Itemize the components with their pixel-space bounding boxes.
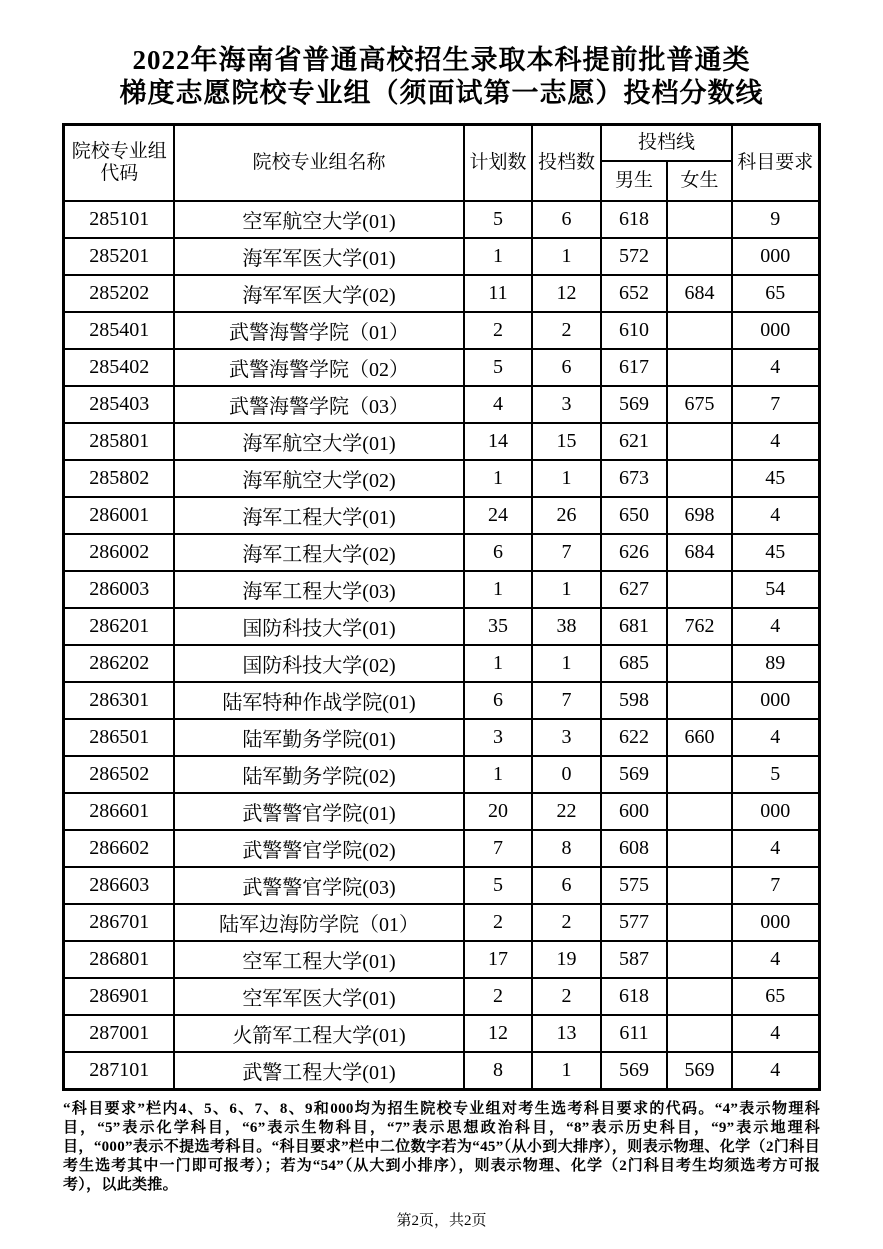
- footnote-text: “科目要求”栏内4、5、6、7、8、9和000均为招生院校专业组对考生选考科目要求的代码。“4”表示物理科目，“5”表示化学科目，“6”表示生物科目，“7”表示思想政治科目，“8”表示历史科目，“9”表示地理科目，“000”表示不提选考科目。“科目要求”栏中二位数字若为“45”（从小到大排序），则表示物理、化学（2门科目考生选考其中一门即可报考）；若为“54”（从大到小排序），则表示物理、化学（2门科目考生均须选考方可报考），以此类推。: [63, 1100, 820, 1194]
- table-row: [64, 534, 819, 571]
- header-plan: 计划数: [464, 124, 532, 201]
- cell-filed: 6: [532, 867, 601, 904]
- cell-filed: 15: [532, 423, 601, 460]
- table-row: [64, 682, 819, 719]
- cell-filed: 1: [532, 571, 601, 608]
- table-row: [64, 238, 819, 275]
- cell-female-score: [667, 645, 732, 682]
- cell-male-score: 673: [601, 460, 667, 497]
- cell-name: 武警警官学院(01): [174, 793, 464, 830]
- cell-name: 陆军勤务学院(01): [174, 719, 464, 756]
- cell-name: 海军工程大学(01): [174, 497, 464, 534]
- cell-code: 286003: [64, 571, 174, 608]
- cell-filed: 8: [532, 830, 601, 867]
- cell-subject: 4: [732, 1052, 819, 1090]
- cell-subject: 4: [732, 830, 819, 867]
- cell-name: 武警海警学院（03）: [174, 386, 464, 423]
- cell-subject: 45: [732, 534, 819, 571]
- cell-male-score: 575: [601, 867, 667, 904]
- cell-female-score: [667, 1015, 732, 1052]
- cell-filed: 12: [532, 275, 601, 312]
- page-title-line2: 梯度志愿院校专业组（须面试第一志愿）投档分数线: [119, 77, 764, 108]
- cell-plan: 1: [464, 238, 532, 275]
- cell-plan: 5: [464, 867, 532, 904]
- cell-subject: 7: [732, 867, 819, 904]
- cell-filed: 1: [532, 645, 601, 682]
- cell-male-score: 685: [601, 645, 667, 682]
- table-row: [64, 1052, 819, 1090]
- cell-female-score: 762: [667, 608, 732, 645]
- cell-plan: 2: [464, 978, 532, 1015]
- cell-female-score: [667, 349, 732, 386]
- cell-female-score: [667, 201, 732, 238]
- cell-female-score: 675: [667, 386, 732, 423]
- cell-plan: 35: [464, 608, 532, 645]
- cell-female-score: [667, 904, 732, 941]
- header-line: 投档线: [601, 124, 732, 161]
- cell-filed: 19: [532, 941, 601, 978]
- cell-subject: 54: [732, 571, 819, 608]
- table-row: [64, 904, 819, 941]
- cell-plan: 1: [464, 571, 532, 608]
- table-row: [64, 571, 819, 608]
- cell-filed: 1: [532, 238, 601, 275]
- cell-code: 287101: [64, 1052, 174, 1090]
- cell-female-score: [667, 423, 732, 460]
- cell-filed: 6: [532, 201, 601, 238]
- cell-plan: 24: [464, 497, 532, 534]
- cell-female-score: 660: [667, 719, 732, 756]
- cell-male-score: 681: [601, 608, 667, 645]
- cell-name: 武警工程大学(01): [174, 1052, 464, 1090]
- cell-filed: 6: [532, 349, 601, 386]
- table-row: [64, 201, 819, 238]
- cell-female-score: [667, 830, 732, 867]
- cell-female-score: 698: [667, 497, 732, 534]
- cell-female-score: [667, 756, 732, 793]
- cell-plan: 6: [464, 534, 532, 571]
- cell-male-score: 572: [601, 238, 667, 275]
- table-row: [64, 608, 819, 645]
- cell-filed: 0: [532, 756, 601, 793]
- cell-name: 空军航空大学(01): [174, 201, 464, 238]
- cell-name: 火箭军工程大学(01): [174, 1015, 464, 1052]
- page-title-line1: 2022年海南省普通高校招生录取本科提前批普通类: [132, 45, 751, 75]
- cell-subject: 4: [732, 941, 819, 978]
- score-table: [62, 123, 820, 1091]
- cell-plan: 3: [464, 719, 532, 756]
- cell-plan: 5: [464, 201, 532, 238]
- table-body: [64, 201, 819, 1090]
- cell-plan: 20: [464, 793, 532, 830]
- cell-female-score: [667, 793, 732, 830]
- cell-subject: 65: [732, 275, 819, 312]
- cell-name: 陆军勤务学院(02): [174, 756, 464, 793]
- cell-subject: 000: [732, 904, 819, 941]
- cell-code: 286002: [64, 534, 174, 571]
- cell-plan: 4: [464, 386, 532, 423]
- cell-plan: 17: [464, 941, 532, 978]
- cell-subject: 000: [732, 238, 819, 275]
- cell-male-score: 611: [601, 1015, 667, 1052]
- cell-filed: 1: [532, 460, 601, 497]
- cell-name: 陆军特种作战学院(01): [174, 682, 464, 719]
- cell-plan: 7: [464, 830, 532, 867]
- cell-code: 286202: [64, 645, 174, 682]
- cell-subject: 7: [732, 386, 819, 423]
- cell-code: 286801: [64, 941, 174, 978]
- table-row: [64, 497, 819, 534]
- table-row: [64, 460, 819, 497]
- cell-female-score: [667, 571, 732, 608]
- table-row: [64, 386, 819, 423]
- cell-name: 海军航空大学(01): [174, 423, 464, 460]
- cell-male-score: 618: [601, 978, 667, 1015]
- cell-male-score: 618: [601, 201, 667, 238]
- page-number: 第2页，共2页: [396, 1213, 487, 1230]
- cell-filed: 7: [532, 682, 601, 719]
- cell-filed: 26: [532, 497, 601, 534]
- cell-filed: 2: [532, 312, 601, 349]
- table-header: [64, 124, 819, 201]
- table-row: [64, 756, 819, 793]
- cell-filed: 3: [532, 719, 601, 756]
- cell-female-score: [667, 312, 732, 349]
- cell-code: 285801: [64, 423, 174, 460]
- cell-male-score: 600: [601, 793, 667, 830]
- cell-male-score: 598: [601, 682, 667, 719]
- cell-subject: 4: [732, 719, 819, 756]
- cell-name: 武警警官学院(02): [174, 830, 464, 867]
- cell-code: 285802: [64, 460, 174, 497]
- cell-filed: 38: [532, 608, 601, 645]
- cell-male-score: 569: [601, 386, 667, 423]
- cell-filed: 7: [532, 534, 601, 571]
- cell-subject: 65: [732, 978, 819, 1015]
- cell-subject: 4: [732, 497, 819, 534]
- cell-male-score: 627: [601, 571, 667, 608]
- cell-female-score: 684: [667, 275, 732, 312]
- cell-plan: 8: [464, 1052, 532, 1090]
- cell-subject: 9: [732, 201, 819, 238]
- cell-plan: 14: [464, 423, 532, 460]
- cell-name: 海军工程大学(02): [174, 534, 464, 571]
- cell-subject: 45: [732, 460, 819, 497]
- cell-subject: 000: [732, 312, 819, 349]
- header-code-line2: 代码: [100, 162, 139, 184]
- table-row: [64, 645, 819, 682]
- cell-subject: 4: [732, 423, 819, 460]
- header-subject: 科目要求: [732, 124, 819, 201]
- header-female: 女生: [667, 161, 732, 201]
- cell-code: 286301: [64, 682, 174, 719]
- cell-female-score: [667, 978, 732, 1015]
- cell-plan: 1: [464, 460, 532, 497]
- cell-name: 陆军边海防学院（01）: [174, 904, 464, 941]
- cell-subject: 4: [732, 349, 819, 386]
- table-row: [64, 719, 819, 756]
- cell-name: 国防科技大学(01): [174, 608, 464, 645]
- cell-male-score: 622: [601, 719, 667, 756]
- cell-code: 286901: [64, 978, 174, 1015]
- cell-subject: 000: [732, 682, 819, 719]
- cell-male-score: 652: [601, 275, 667, 312]
- cell-female-score: [667, 238, 732, 275]
- cell-filed: 13: [532, 1015, 601, 1052]
- table-row: [64, 941, 819, 978]
- cell-plan: 2: [464, 312, 532, 349]
- cell-code: 285202: [64, 275, 174, 312]
- header-male: 男生: [601, 161, 667, 201]
- cell-plan: 5: [464, 349, 532, 386]
- header-code-line1: 院校专业组: [71, 141, 167, 163]
- cell-name: 武警海警学院（02）: [174, 349, 464, 386]
- table-row: [64, 312, 819, 349]
- cell-code: 286502: [64, 756, 174, 793]
- cell-filed: 3: [532, 386, 601, 423]
- cell-male-score: 626: [601, 534, 667, 571]
- cell-code: 286603: [64, 867, 174, 904]
- cell-code: 285401: [64, 312, 174, 349]
- cell-name: 海军军医大学(01): [174, 238, 464, 275]
- cell-code: 285101: [64, 201, 174, 238]
- cell-male-score: 569: [601, 756, 667, 793]
- header-filed: 投档数: [532, 124, 601, 201]
- cell-male-score: 650: [601, 497, 667, 534]
- cell-male-score: 587: [601, 941, 667, 978]
- cell-filed: 2: [532, 904, 601, 941]
- cell-subject: 5: [732, 756, 819, 793]
- cell-female-score: [667, 460, 732, 497]
- cell-female-score: 569: [667, 1052, 732, 1090]
- cell-male-score: 610: [601, 312, 667, 349]
- cell-filed: 22: [532, 793, 601, 830]
- table-row: [64, 423, 819, 460]
- cell-plan: 11: [464, 275, 532, 312]
- cell-name: 空军工程大学(01): [174, 941, 464, 978]
- cell-male-score: 608: [601, 830, 667, 867]
- cell-code: 285403: [64, 386, 174, 423]
- cell-filed: 1: [532, 1052, 601, 1090]
- table-row: [64, 867, 819, 904]
- table-row: [64, 275, 819, 312]
- cell-plan: 1: [464, 756, 532, 793]
- cell-plan: 2: [464, 904, 532, 941]
- header-code: [64, 124, 174, 201]
- cell-female-score: [667, 682, 732, 719]
- cell-subject: 4: [732, 608, 819, 645]
- cell-name: 海军军医大学(02): [174, 275, 464, 312]
- cell-name: 空军军医大学(01): [174, 978, 464, 1015]
- cell-name: 武警警官学院(03): [174, 867, 464, 904]
- cell-male-score: 617: [601, 349, 667, 386]
- header-name: 院校专业组名称: [174, 124, 464, 201]
- table-row: [64, 793, 819, 830]
- cell-male-score: 577: [601, 904, 667, 941]
- cell-name: 海军航空大学(02): [174, 460, 464, 497]
- cell-plan: 1: [464, 645, 532, 682]
- cell-plan: 6: [464, 682, 532, 719]
- cell-plan: 12: [464, 1015, 532, 1052]
- cell-code: 286602: [64, 830, 174, 867]
- cell-male-score: 569: [601, 1052, 667, 1090]
- cell-female-score: [667, 867, 732, 904]
- page-title: [0, 44, 883, 110]
- cell-name: 武警海警学院（01）: [174, 312, 464, 349]
- table-row: [64, 349, 819, 386]
- table-row: [64, 830, 819, 867]
- cell-name: 海军工程大学(03): [174, 571, 464, 608]
- cell-female-score: [667, 941, 732, 978]
- cell-subject: 89: [732, 645, 819, 682]
- cell-male-score: 621: [601, 423, 667, 460]
- cell-code: 285402: [64, 349, 174, 386]
- table-row: [64, 1015, 819, 1052]
- cell-name: 国防科技大学(02): [174, 645, 464, 682]
- cell-filed: 2: [532, 978, 601, 1015]
- cell-code: 286201: [64, 608, 174, 645]
- cell-subject: 000: [732, 793, 819, 830]
- cell-code: 285201: [64, 238, 174, 275]
- cell-female-score: 684: [667, 534, 732, 571]
- cell-code: 286701: [64, 904, 174, 941]
- cell-code: 286501: [64, 719, 174, 756]
- cell-code: 286001: [64, 497, 174, 534]
- table-row: [64, 978, 819, 1015]
- cell-subject: 4: [732, 1015, 819, 1052]
- cell-code: 287001: [64, 1015, 174, 1052]
- cell-code: 286601: [64, 793, 174, 830]
